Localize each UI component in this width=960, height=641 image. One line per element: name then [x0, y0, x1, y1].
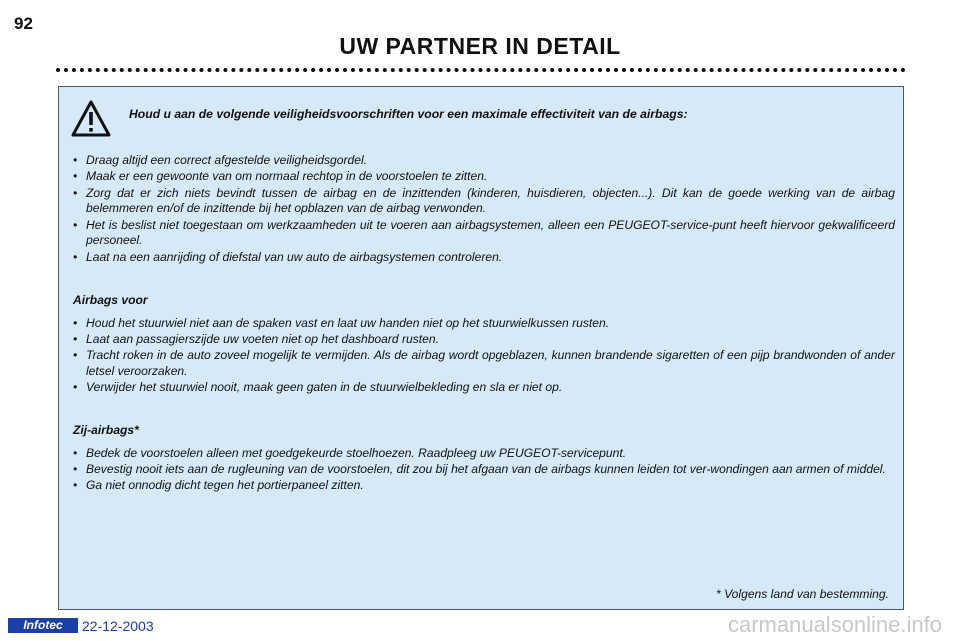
- front-airbags-section: [73, 293, 895, 397]
- watermark: carmanualsonline.info: [727, 612, 942, 637]
- side-airbags-heading: Zij-airbags*: [73, 423, 139, 437]
- list-item: • Laat aan passagierszijde uw voeten niet op het dashboard rusten.: [73, 332, 895, 348]
- front-airbags-list: [73, 316, 895, 396]
- list-item: • Verwijder het stuurwiel nooit, maak geen gaten in de stuurwielbekleding en sla er niet op.: [73, 380, 895, 396]
- list-item: • Maak er een gewoonte van om normaal rechtop in de voorstoelen te zitten.: [73, 169, 895, 185]
- list-item: • Houd het stuurwiel niet aan de spaken vast en laat uw handen niet op het stuurwielkussen rusten.: [73, 316, 895, 332]
- warning-triangle-icon: [71, 99, 111, 139]
- list-item: • Bevestig nooit iets aan de rugleuning van de voorstoelen, dit zou bij het afgaan van de airbags kunnen leiden tot ver-wondingen aan armen of middel.: [73, 462, 895, 478]
- general-section: [73, 153, 895, 266]
- list-item: • Laat na een aanrijding of diefstal van uw auto de airbagsystemen controleren.: [73, 250, 895, 266]
- side-airbags-section: [73, 423, 895, 495]
- airbag-safety-panel: [58, 86, 904, 610]
- list-item: • Tracht roken in de auto zoveel mogelijk te vermijden. Als de airbag wordt opgeblazen, kunnen brandende sigaretten of een pijp brandwonden of ander letsel veroorzaken.: [73, 348, 895, 380]
- safety-heading: Houd u aan de volgende veiligheidsvoorschriften voor een maximale effectiviteit van de airbags:: [129, 107, 688, 121]
- dotted-divider: [56, 68, 906, 72]
- footnote: * Volgens land van bestemming.: [716, 587, 889, 601]
- list-item: • Zorg dat er zich niets bevindt tussen de airbag en de inzittenden (kinderen, huisdieren, objecten...). Dit kan de goede werking van de airbag belemmeren en/of de inzittende bij het opblazen van de airbag verwonden.: [73, 186, 895, 218]
- front-airbags-heading: Airbags voor: [73, 293, 148, 307]
- infotec-logo: Infotec: [8, 618, 78, 633]
- print-date: 22-12-2003: [82, 618, 154, 634]
- list-item: • Draag altijd een correct afgestelde veiligheidsgordel.: [73, 153, 895, 169]
- list-item: • Ga niet onnodig dicht tegen het portierpaneel zitten.: [73, 478, 895, 494]
- side-airbags-list: [73, 446, 895, 494]
- general-list: [73, 153, 895, 266]
- list-item: • Bedek de voorstoelen alleen met goedgekeurde stoelhoezen. Raadpleeg uw PEUGEOT-servicepunt.: [73, 446, 895, 462]
- page-number: 92: [14, 14, 33, 33]
- list-item: • Het is beslist niet toegestaan om werkzaamheden uit te voeren aan airbagsystemen, alleen een PEUGEOT-service-punt heeft hiervoor gekwalificeerd personeel.: [73, 218, 895, 250]
- page-title: UW PARTNER IN DETAIL: [339, 33, 621, 59]
